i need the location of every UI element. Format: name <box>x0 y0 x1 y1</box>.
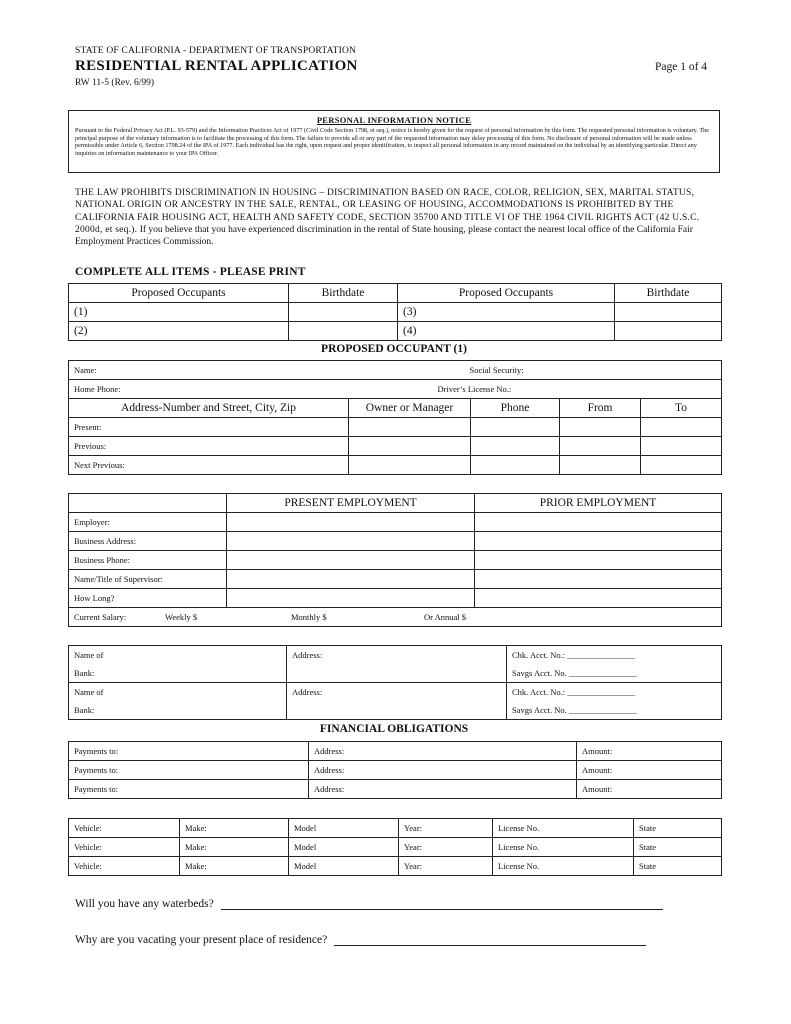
waterbeds-answer-line[interactable] <box>221 899 663 910</box>
occupant-row-label[interactable]: (2) <box>69 322 289 341</box>
to-field[interactable] <box>641 418 722 437</box>
to-field[interactable] <box>641 456 722 475</box>
annual-label: Or Annual $ <box>424 612 467 622</box>
notice-body: Pursuant to the Federal Privacy Act (P.L. 93-579) and the Information Practices Act of 1977 (Civil Code Section 1798, et seq.), notice is hereby given for the request of personal information by this form. The requested personal information is voluntary. The principal purpose of the voluntary information is to facilitate the processing of this form. The failure to provide all or any part of the requested information may delay processing of this form. No disclosure of personal information will be made unless permissible under Article 6, Section 1798.24 of the IPA of 1977. Each individual has the right, upon request and proper identification, to inspect all personal information in any record maintained on the individual by an identifying particular. Direct any inquiries on information maintenance to your IPA Officer. <box>75 127 709 157</box>
state-label[interactable]: State <box>634 838 722 857</box>
name-field[interactable]: Name: <box>69 361 560 380</box>
current-salary-label: Current Salary: <box>74 612 127 622</box>
address-present[interactable]: Present: <box>69 418 349 437</box>
waterbeds-label: Will you have any waterbeds? <box>75 898 214 910</box>
col-proposed-occupants: Proposed Occupants <box>398 284 615 303</box>
payments-to[interactable]: Payments to: <box>69 761 309 780</box>
vacating-question <box>75 934 646 946</box>
state-label[interactable]: State <box>634 819 722 838</box>
owner-field[interactable] <box>349 437 471 456</box>
col-proposed-occupants: Proposed Occupants <box>69 284 289 303</box>
vacating-answer-line[interactable] <box>334 935 646 946</box>
complete-heading: COMPLETE ALL ITEMS - PLEASE PRINT <box>75 266 306 278</box>
address-previous[interactable]: Previous: <box>69 437 349 456</box>
current-salary-row[interactable] <box>69 608 722 627</box>
payment-address[interactable]: Address: <box>309 742 577 761</box>
bank2-bank-label[interactable]: Bank: <box>69 702 287 720</box>
year-label[interactable]: Year: <box>399 857 493 876</box>
license-label[interactable]: License No. <box>493 819 634 838</box>
ssn-label: Social Security: <box>469 365 524 375</box>
payment-address[interactable]: Address: <box>309 780 577 799</box>
vehicle-label[interactable]: Vehicle: <box>69 857 180 876</box>
bank2-address-field[interactable] <box>287 702 507 720</box>
birthdate-field[interactable] <box>615 303 722 322</box>
col-owner-manager: Owner or Manager <box>349 399 471 418</box>
model-label[interactable]: Model <box>289 857 399 876</box>
employer-label: Employer: <box>69 513 227 532</box>
from-field[interactable] <box>560 456 641 475</box>
birthdate-field[interactable] <box>289 322 398 341</box>
license-label[interactable]: License No. <box>493 857 634 876</box>
financial-obligations-title: FINANCIAL OBLIGATIONS <box>319 723 469 735</box>
payments-to[interactable]: Payments to: <box>69 742 309 761</box>
present-employer-field[interactable] <box>227 513 475 532</box>
vehicle-label[interactable]: Vehicle: <box>69 819 180 838</box>
present-phone-field[interactable] <box>227 551 475 570</box>
make-label[interactable]: Make: <box>180 819 289 838</box>
phone-field[interactable] <box>471 456 560 475</box>
occupant-row-label[interactable]: (3) <box>398 303 615 322</box>
page-number: Page 1 of 4 <box>655 61 708 73</box>
form-title: RESIDENTIAL RENTAL APPLICATION <box>75 58 358 74</box>
license-cell[interactable] <box>437 380 722 399</box>
business-phone-label: Business Phone: <box>69 551 227 570</box>
home-phone-field[interactable]: Home Phone: <box>69 380 560 399</box>
col-birthdate: Birthdate <box>615 284 722 303</box>
license-label[interactable]: License No. <box>493 838 634 857</box>
bank2-name-label[interactable]: Name of <box>69 683 287 702</box>
payments-to[interactable]: Payments to: <box>69 780 309 799</box>
ssn-cell[interactable] <box>469 361 722 380</box>
supervisor-label: Name/Title of Supervisor: <box>69 570 227 589</box>
bank1-address-field[interactable] <box>287 665 507 683</box>
prior-address-field[interactable] <box>475 532 722 551</box>
notice-title: PERSONAL INFORMATION NOTICE <box>316 115 472 125</box>
license-label: Driver’s License No.: <box>437 384 512 394</box>
to-field[interactable] <box>641 437 722 456</box>
law-normal-text: If you believe that you have experienced discrimination in the rental of State housing, please contact the nearest local office of the California Fair Employment Practices Commission. <box>75 224 693 248</box>
monthly-label: Monthly $ <box>291 612 327 622</box>
privacy-notice-box <box>68 110 720 173</box>
payment-amount[interactable]: Amount: <box>577 761 722 780</box>
col-from: From <box>560 399 641 418</box>
bank1-savings[interactable]: Savgs Acct. No. ________________ <box>507 665 722 683</box>
prior-employment-header: PRIOR EMPLOYMENT <box>475 494 722 513</box>
col-address: Address-Number and Street, City, Zip <box>69 399 349 418</box>
prior-supervisor-field[interactable] <box>475 570 722 589</box>
model-label[interactable]: Model <box>289 838 399 857</box>
occupant1-title: PROPOSED OCCUPANT (1) <box>321 343 467 355</box>
bank2-address-label[interactable]: Address: <box>287 683 507 702</box>
from-field[interactable] <box>560 418 641 437</box>
present-employment-header: PRESENT EMPLOYMENT <box>227 494 475 513</box>
col-birthdate: Birthdate <box>289 284 398 303</box>
present-how-long-field[interactable] <box>227 589 475 608</box>
present-address-field[interactable] <box>227 532 475 551</box>
vehicle-label[interactable]: Vehicle: <box>69 838 180 857</box>
prior-employer-field[interactable] <box>475 513 722 532</box>
bank1-bank-label[interactable]: Bank: <box>69 665 287 683</box>
vehicles-table <box>68 818 722 876</box>
occupant-row-label[interactable]: (1) <box>69 303 289 322</box>
occupant1-table <box>68 360 722 475</box>
employment-table <box>68 493 722 627</box>
model-label[interactable]: Model <box>289 819 399 838</box>
vacating-label: Why are you vacating your present place of residence? <box>75 934 328 946</box>
from-field[interactable] <box>560 437 641 456</box>
present-supervisor-field[interactable] <box>227 570 475 589</box>
occupants-table <box>68 283 722 341</box>
phone-field[interactable] <box>471 437 560 456</box>
bank1-address-label[interactable]: Address: <box>287 646 507 665</box>
prior-how-long-field[interactable] <box>475 589 722 608</box>
banks-table <box>68 645 722 720</box>
year-label[interactable]: Year: <box>399 838 493 857</box>
financial-table <box>68 741 722 799</box>
bank2-savings[interactable]: Savgs Acct. No. ________________ <box>507 702 722 720</box>
discrimination-law-paragraph <box>75 187 720 248</box>
year-label[interactable]: Year: <box>399 819 493 838</box>
bank2-checking[interactable]: Chk. Acct. No.: ________________ <box>507 683 722 702</box>
birthdate-field[interactable] <box>615 322 722 341</box>
phone-field[interactable] <box>471 418 560 437</box>
col-phone: Phone <box>471 399 560 418</box>
birthdate-field[interactable] <box>289 303 398 322</box>
owner-field[interactable] <box>349 456 471 475</box>
address-next-previous[interactable]: Next Previous: <box>69 456 349 475</box>
waterbeds-question <box>75 898 663 910</box>
payment-amount[interactable]: Amount: <box>577 742 722 761</box>
owner-field[interactable] <box>349 418 471 437</box>
state-label[interactable]: State <box>634 857 722 876</box>
weekly-label: Weekly $ <box>165 612 198 622</box>
prior-phone-field[interactable] <box>475 551 722 570</box>
payment-amount[interactable]: Amount: <box>577 780 722 799</box>
blank-header <box>69 494 227 513</box>
col-to: To <box>641 399 722 418</box>
business-address-label: Business Address: <box>69 532 227 551</box>
bank1-checking[interactable]: Chk. Acct. No.: ________________ <box>507 646 722 665</box>
occupant-row-label[interactable]: (4) <box>398 322 615 341</box>
agency-name: STATE OF CALIFORNIA - DEPARTMENT OF TRANSPORTATION <box>75 46 357 56</box>
form-number: RW 11-5 (Rev. 6/99) <box>75 78 155 88</box>
payment-address[interactable]: Address: <box>309 761 577 780</box>
law-caps-text: THE LAW PROHIBITS DISCRIMINATION IN HOUSING – DISCRIMINATION BASED ON RACE, COLOR, RELIGION, SEX, MARITAL STATUS, NATIONAL ORIGIN OR ANCESTRY IN THE SALE, RENTAL, OR LEASING OF HOUSING, ACCOMMODATIONS IS PROHIBITED BY THE CALIFORNIA FAIR HOUSING ACT, HEALTH AND SAFETY CODE, SECTION 35700 AND TITLE VI OF THE 1964 CIVIL RIGHTS ACT (42 U.S.C. 2000d, et seq.). <box>75 188 700 235</box>
bank1-name-label[interactable]: Name of <box>69 646 287 665</box>
make-label[interactable]: Make: <box>180 838 289 857</box>
make-label[interactable]: Make: <box>180 857 289 876</box>
how-long-label: How Long? <box>69 589 227 608</box>
